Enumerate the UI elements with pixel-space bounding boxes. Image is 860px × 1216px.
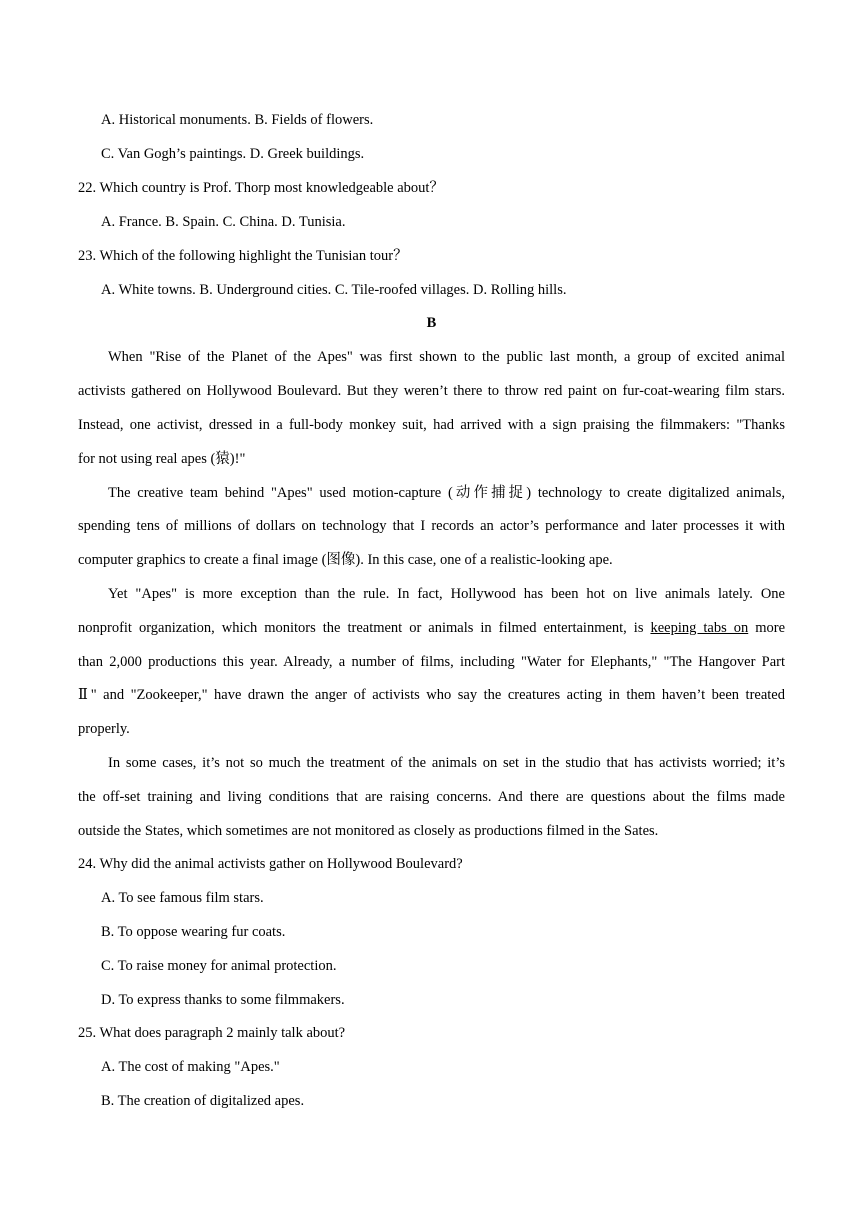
q23-question: 23. Which of the following highlight the Tunisian tour？ (78, 248, 408, 264)
passage-p3-line-1: Yet "Apes" is more exception than the rule. In fact, Hollywood has been hot on live animals lately. One (108, 586, 785, 602)
passage-p4-line-1: In some cases, it’s not so much the treatment of the animals on set in the studio that has activists worried; it’s (108, 755, 785, 771)
q24-option-d: D. To express thanks to some filmmakers. (101, 992, 345, 1008)
passage-p4-line-3: outside the States, which sometimes are not monitored as closely as productions filmed in the Sates. (78, 823, 659, 839)
passage-p1-line-1: When "Rise of the Planet of the Apes" was first shown to the public last month, a group of excited animal (108, 349, 785, 365)
q24-option-b: B. To oppose wearing fur coats. (101, 924, 286, 940)
underlined-phrase: keeping tabs on (650, 620, 749, 636)
passage-p2-line-2: spending tens of millions of dollars on technology that I records an actor’s performance and later processes it with (78, 518, 785, 534)
q25-option-a: A. The cost of making "Apes." (101, 1059, 280, 1075)
passage-p3-line-4: Ⅱ" and "Zookeeper," have drawn the anger of activists who say the creatures acting in them haven’t been treated (78, 687, 785, 703)
passage-p4-line-2: the off-set training and living conditions that are raising concerns. And there are questions about the films made (78, 789, 785, 805)
q22-options: A. France. B. Spain. C. China. D. Tunisia. (101, 214, 346, 230)
section-heading: B (426, 315, 437, 331)
passage-p3-line-2 (78, 616, 785, 640)
passage-p1-line-2: activists gathered on Hollywood Boulevard. But they weren’t there to throw red paint on fur-coat-wearing film stars. (78, 383, 785, 399)
q22-question: 22. Which country is Prof. Thorp most knowledgeable about？ (78, 180, 444, 196)
q25-option-b: B. The creation of digitalized apes. (101, 1093, 305, 1109)
q23-options: A. White towns. B. Underground cities. C. Tile-roofed villages. D. Rolling hills. (101, 282, 567, 298)
q24-question: 24. Why did the animal activists gather on Hollywood Boulevard? (78, 856, 463, 872)
passage-p3-line-3: than 2,000 productions this year. Already, a number of films, including "Water for Elephants," "The Hangover Part (78, 654, 785, 670)
q25-question: 25. What does paragraph 2 mainly talk about? (78, 1025, 346, 1041)
passage-p1-line-3: Instead, one activist, dressed in a full-body monkey suit, had arrived with a sign praising the filmmakers: "Thanks (78, 417, 785, 433)
passage-p2-line-1: The creative team behind "Apes" used motion-capture (动作捕捉) technology to create digitalized animals, (108, 485, 785, 501)
q21-option-line-2: C. Van Gogh’s paintings. D. Greek buildings. (101, 146, 365, 162)
passage-p1-line-4: for not using real apes (猿)!" (78, 451, 246, 467)
q24-option-c: C. To raise money for animal protection. (101, 958, 337, 974)
passage-p3-line-2-before: nonprofit organization, which monitors the treatment or animals in filmed entertainment, is (78, 620, 651, 636)
passage-p2-line-3: computer graphics to create a final image (图像). In this case, one of a realistic-looking ape. (78, 552, 613, 568)
q21-option-line-1: A. Historical monuments. B. Fields of flowers. (101, 112, 374, 128)
passage-p3-line-2-after: more (748, 620, 786, 636)
passage-p3-line-5: properly. (78, 721, 130, 737)
q24-option-a: A. To see famous film stars. (101, 890, 264, 906)
